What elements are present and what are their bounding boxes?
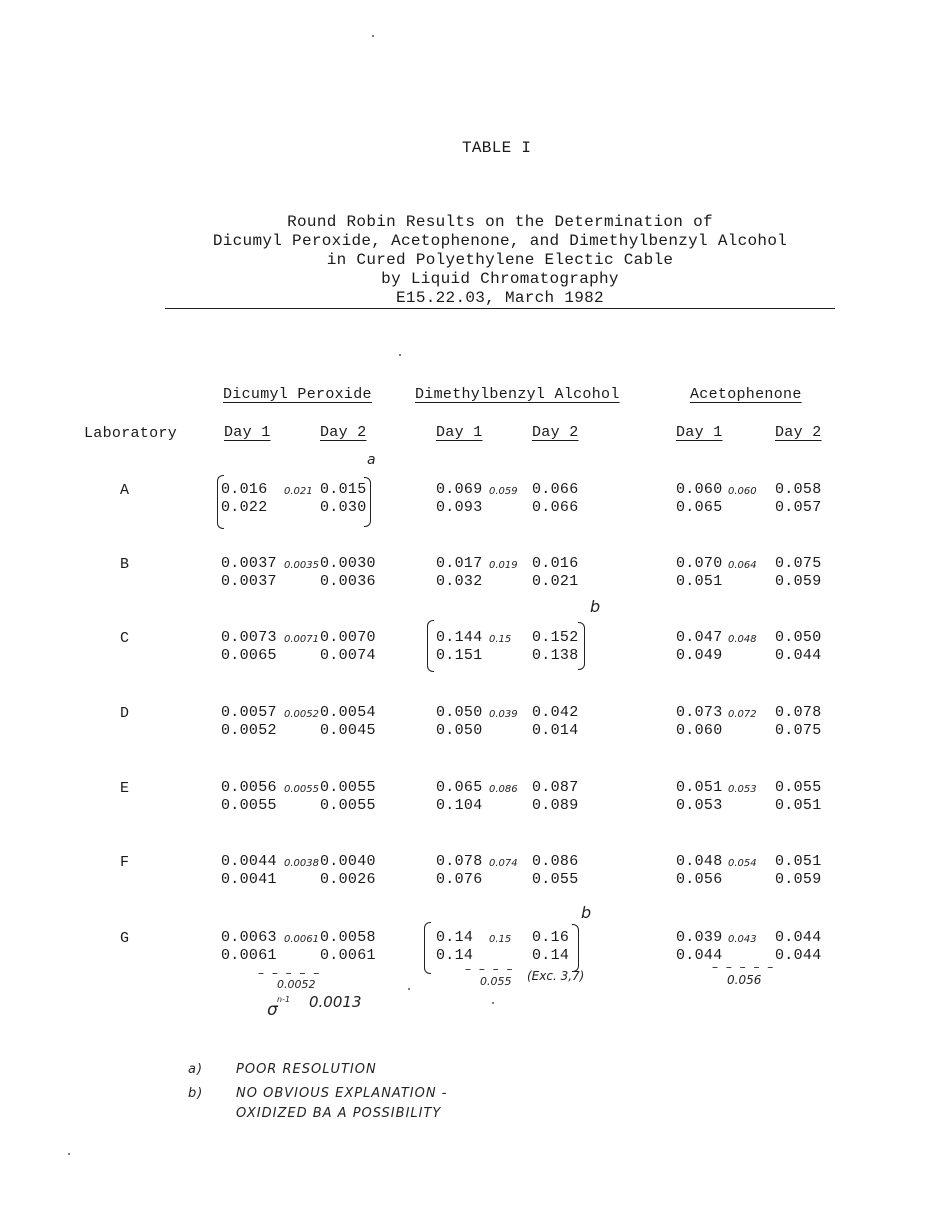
bracket-left-g-dba [424,922,431,974]
dcp-day2-value: 0.0040 [320,853,376,870]
dba-day1-value: 0.065 [436,779,483,796]
dcp-day2-value: 0.015 [320,481,367,498]
aceto-day1-value: 0.065 [676,499,723,516]
aceto-day1-value: 0.047 [676,629,723,646]
sigma-value: 0.0013 [309,993,362,1011]
dcp-handwritten-mean: 0.0038 [284,858,319,869]
aceto-day1-value: 0.070 [676,555,723,572]
title-line-3: in Cured Polyethylene Electic Cable [326,251,674,269]
header-dcp-day2: Day 2 [320,424,367,441]
header-dba-day1: Day 1 [436,424,483,441]
header-aceto-day2: Day 2 [775,424,822,441]
dcp-day1-value: 0.0055 [221,797,277,814]
dcp-day2-value: 0.0070 [320,629,376,646]
dcp-day1-value: 0.022 [221,499,268,516]
dcp-day1-value: 0.0052 [221,722,277,739]
dcp-day1-value: 0.016 [221,481,268,498]
scan-speck [399,354,401,356]
sigma-superscript: n-1 [277,995,291,1004]
aceto-day2-value: 0.058 [775,481,822,498]
dba-day2-value: 0.016 [532,555,579,572]
header-dicumyl-peroxide: Dicumyl Peroxide [223,386,372,403]
aceto-day1-value: 0.051 [676,779,723,796]
aceto-day2-value: 0.051 [775,853,822,870]
dcp-day2-value: 0.0055 [320,779,376,796]
aceto-day2-value: 0.059 [775,871,822,888]
dba-day2-value: 0.14 [532,947,570,964]
dba-day1-value: 0.050 [436,704,483,721]
aceto-handwritten-mean: 0.060 [728,486,757,497]
bracket-right-a-dcp [364,477,371,527]
header-dimethylbenzyl-alcohol: Dimethylbenzyl Alcohol [415,386,620,403]
note-b-line2: OXIDIZED BA A POSSIBILITY [236,1106,442,1121]
aceto-day2-value: 0.075 [775,555,822,572]
dba-handwritten-mean: 0.059 [489,486,518,497]
dcp-day1-value: 0.0044 [221,853,277,870]
dcp-day2-value: 0.030 [320,499,367,516]
dba-day1-value: 0.14 [436,929,474,946]
aceto-day1-value: 0.056 [676,871,723,888]
title-line-5: E15.22.03, March 1982 [396,289,604,307]
header-dcp-day1: Day 1 [224,424,271,441]
grand-mean-dcp: 0.0052 [277,978,316,991]
dba-day2-value: 0.16 [532,929,570,946]
dcp-day2-value: 0.0055 [320,797,376,814]
laboratory-label: F [120,854,130,871]
dcp-day2-value: 0.0074 [320,647,376,664]
dcp-day1-value: 0.0065 [221,647,277,664]
dcp-day2-value: 0.0061 [320,947,376,964]
dba-day2-value: 0.066 [532,481,579,498]
aceto-day2-value: 0.059 [775,573,822,590]
title-line-2: Dicumyl Peroxide, Acetophenone, and Dimethylbenzyl Alcohol [212,232,788,250]
scan-speck [408,988,410,990]
scan-speck [372,35,374,37]
dcp-day1-value: 0.0041 [221,871,277,888]
flag-b-marker-c: b [590,597,601,616]
dcp-day2-value: 0.0054 [320,704,376,721]
aceto-day1-value: 0.048 [676,853,723,870]
dba-day1-value: 0.078 [436,853,483,870]
title-rule [165,308,835,309]
dba-handwritten-mean: 0.086 [489,784,518,795]
note-a-marker: a) [188,1062,204,1077]
grand-mean-aceto: 0.056 [727,973,762,987]
dba-day2-value: 0.087 [532,779,579,796]
table-label: TABLE I [462,139,532,157]
dba-day2-value: 0.021 [532,573,579,590]
aceto-day2-value: 0.044 [775,947,822,964]
dba-handwritten-mean: 0.019 [489,560,518,571]
dcp-day1-value: 0.0037 [221,555,277,572]
aceto-day2-value: 0.051 [775,797,822,814]
dba-day1-value: 0.032 [436,573,483,590]
dba-day1-value: 0.144 [436,629,483,646]
dcp-day1-value: 0.0073 [221,629,277,646]
dba-handwritten-mean: 0.039 [489,709,518,720]
dba-day1-value: 0.076 [436,871,483,888]
aceto-day2-value: 0.075 [775,722,822,739]
aceto-day1-value: 0.053 [676,797,723,814]
dcp-day2-value: 0.0058 [320,929,376,946]
aceto-handwritten-mean: 0.053 [728,784,757,795]
dba-handwritten-mean: 0.15 [489,934,512,945]
dba-handwritten-mean: 0.15 [489,634,512,645]
dba-day1-value: 0.093 [436,499,483,516]
dba-dashes: – – – – [465,962,515,976]
aceto-day2-value: 0.050 [775,629,822,646]
laboratory-label: B [120,556,130,573]
dcp-handwritten-mean: 0.021 [284,486,313,497]
aceto-day2-value: 0.055 [775,779,822,796]
dba-day1-value: 0.017 [436,555,483,572]
aceto-handwritten-mean: 0.043 [728,934,757,945]
aceto-day1-value: 0.051 [676,573,723,590]
aceto-day1-value: 0.060 [676,722,723,739]
dcp-day1-value: 0.0057 [221,704,277,721]
dba-day2-value: 0.138 [532,647,579,664]
dcp-day1-value: 0.0037 [221,573,277,590]
dcp-day2-value: 0.0045 [320,722,376,739]
dcp-handwritten-mean: 0.0061 [284,934,319,945]
aceto-day2-value: 0.078 [775,704,822,721]
aceto-day2-value: 0.057 [775,499,822,516]
laboratory-label: E [120,780,130,797]
dba-day1-value: 0.14 [436,947,474,964]
dcp-handwritten-mean: 0.0071 [284,634,319,645]
title-line-1: Round Robin Results on the Determination of [287,213,713,231]
header-acetophenone: Acetophenone [690,386,802,403]
note-b-line1: NO OBVIOUS EXPLANATION - [236,1086,448,1101]
dba-day1-value: 0.151 [436,647,483,664]
bracket-left-c-dba [427,620,434,672]
flag-a-marker: a [367,452,376,468]
sigma-symbol: σ [267,1000,278,1020]
aceto-day2-value: 0.044 [775,929,822,946]
grand-mean-dba: 0.055 [480,975,512,988]
aceto-day1-value: 0.044 [676,947,723,964]
aceto-handwritten-mean: 0.064 [728,560,757,571]
laboratory-label: D [120,705,130,722]
dba-day2-value: 0.152 [532,629,579,646]
dba-day1-value: 0.069 [436,481,483,498]
dba-day2-value: 0.014 [532,722,579,739]
dba-exclusion-note: (Exc. 3,7) [527,969,585,983]
aceto-day1-value: 0.039 [676,929,723,946]
title-line-4: by Liquid Chromatography [381,270,619,288]
dba-day2-value: 0.086 [532,853,579,870]
aceto-day2-value: 0.044 [775,647,822,664]
header-aceto-day1: Day 1 [676,424,723,441]
dba-day2-value: 0.066 [532,499,579,516]
aceto-dashes: – – – – – [712,960,776,974]
aceto-handwritten-mean: 0.072 [728,709,757,720]
dcp-day1-value: 0.0061 [221,947,277,964]
laboratory-label: A [120,482,130,499]
dba-day2-value: 0.055 [532,871,579,888]
dcp-day1-value: 0.0063 [221,929,277,946]
dba-day1-value: 0.050 [436,722,483,739]
dcp-day1-value: 0.0056 [221,779,277,796]
dba-day2-value: 0.042 [532,704,579,721]
bracket-left-a-dcp [217,475,224,529]
header-laboratory: Laboratory [84,425,178,442]
laboratory-label: G [120,930,130,947]
dcp-handwritten-mean: 0.0055 [284,784,319,795]
aceto-day1-value: 0.073 [676,704,723,721]
dcp-day2-value: 0.0030 [320,555,376,572]
dcp-day2-value: 0.0036 [320,573,376,590]
dcp-handwritten-mean: 0.0035 [284,560,319,571]
scan-speck [492,1002,494,1004]
bracket-right-g-dba [572,924,579,972]
dcp-handwritten-mean: 0.0052 [284,709,319,720]
header-dba-day2: Day 2 [532,424,579,441]
laboratory-label: C [120,630,130,647]
aceto-handwritten-mean: 0.048 [728,634,757,645]
note-a-text: POOR RESOLUTION [236,1062,377,1077]
dba-day1-value: 0.104 [436,797,483,814]
scan-speck [68,1153,70,1155]
note-b-marker: b) [188,1086,204,1101]
aceto-handwritten-mean: 0.054 [728,858,757,869]
dba-handwritten-mean: 0.074 [489,858,518,869]
bracket-right-c-dba [578,622,585,670]
aceto-day1-value: 0.049 [676,647,723,664]
aceto-day1-value: 0.060 [676,481,723,498]
dcp-day2-value: 0.0026 [320,871,376,888]
flag-b-marker-g: b [581,903,592,922]
dcp-dashes: – – – – – [258,966,322,980]
dba-day2-value: 0.089 [532,797,579,814]
